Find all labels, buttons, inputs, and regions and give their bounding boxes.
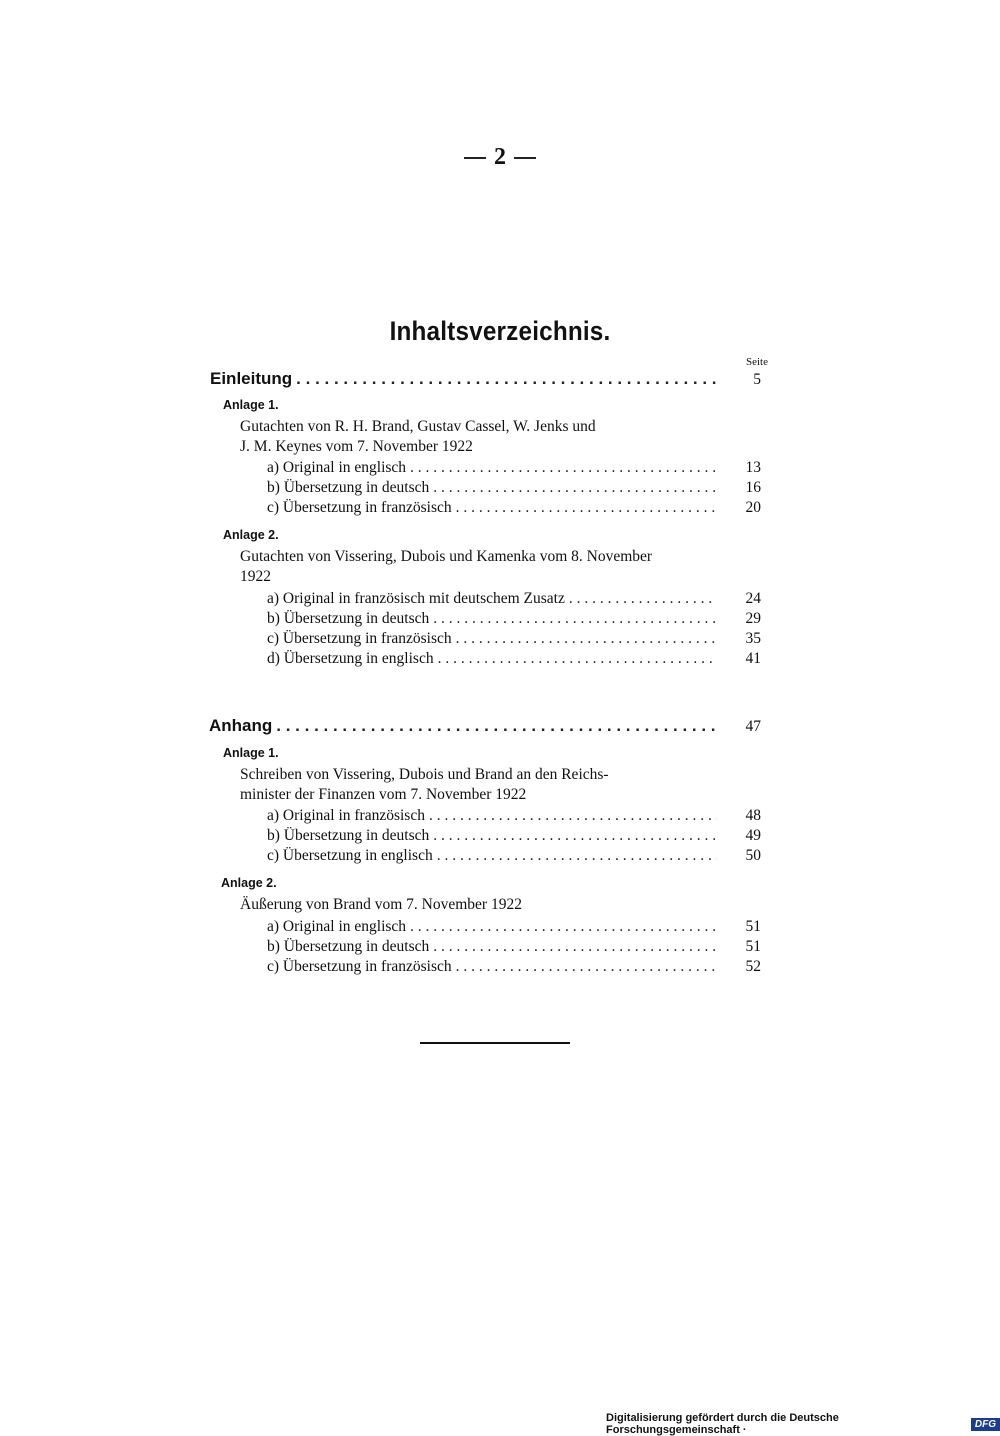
toc-entry-page: 24: [745, 590, 761, 607]
toc-entry-page: 47: [745, 718, 761, 735]
leader-dots: [438, 650, 717, 668]
toc-entry-label: b) Übersetzung in deutsch: [267, 827, 430, 844]
toc-entry-page: 51: [745, 938, 761, 955]
toc-entry[interactable]: [267, 610, 761, 628]
toc-entry-page: 20: [745, 499, 761, 516]
anlage-heading: Anlage 2.: [223, 528, 279, 542]
leader-dots: [456, 958, 717, 976]
leader-dots: [433, 479, 717, 497]
anlage-description: [240, 547, 724, 587]
toc-entry-page: 13: [745, 459, 761, 476]
toc-entry-page: 51: [745, 918, 761, 935]
toc-entry-page: 48: [745, 807, 761, 824]
toc-entry-label: b) Übersetzung in deutsch: [267, 610, 430, 627]
leader-dots: [429, 807, 717, 825]
anlage-description-line: J. M. Keynes vom 7. November 1922: [240, 438, 473, 455]
leader-dots: [569, 590, 717, 608]
page-title: Inhaltsverzeichnis.: [389, 316, 611, 346]
anlage-description-line: Gutachten von Vissering, Dubois und Kamenka vom 8. November: [240, 548, 653, 565]
toc-entry-label: d) Übersetzung in englisch: [267, 650, 434, 667]
leader-dots: [433, 827, 717, 845]
anlage-description-line: Äußerung von Brand vom 7. November 1922: [240, 896, 522, 913]
toc-entry-label: c) Übersetzung in französisch: [267, 499, 452, 516]
leader-dots: [276, 716, 717, 736]
leader-dots: [410, 459, 717, 477]
anlage-description-line: Gutachten von R. H. Brand, Gustav Cassel, W. Jenks und: [240, 418, 596, 435]
seite-label: Seite: [746, 356, 768, 368]
toc-entry-label: c) Übersetzung in englisch: [267, 847, 433, 864]
anlage-heading: Anlage 2.: [221, 876, 277, 890]
end-rule-divider: [420, 1042, 570, 1044]
toc-entry-label: Anhang: [209, 716, 273, 735]
leader-dots: [456, 630, 717, 648]
anlage-description: [240, 895, 724, 915]
leader-dots: [433, 610, 717, 628]
footer-credit-text: Digitalisierung gefördert durch die Deutsche Forschungsgemeinschaft ·: [606, 1412, 839, 1436]
toc-entry[interactable]: [267, 938, 761, 956]
toc-entry-page: 50: [745, 847, 761, 864]
toc-entry-page: 29: [745, 610, 761, 627]
toc-entry[interactable]: [267, 918, 761, 936]
anlage-heading: Anlage 1.: [223, 746, 279, 760]
anlage-heading: Anlage 1.: [223, 398, 279, 412]
toc-entry-page: 16: [745, 479, 761, 496]
toc-entry-page: 52: [745, 958, 761, 975]
toc-entry[interactable]: [267, 807, 761, 825]
leader-dots: [433, 938, 717, 956]
dfg-logo-icon: DFG: [971, 1418, 1000, 1431]
toc-entry[interactable]: [267, 499, 761, 517]
toc-entry[interactable]: [267, 650, 761, 668]
leader-dots: [456, 499, 717, 517]
toc-entry-label: a) Original in englisch: [267, 918, 407, 935]
leader-dots: [296, 369, 717, 389]
toc-entry[interactable]: [267, 459, 761, 477]
toc-entry-page: 41: [745, 650, 761, 667]
toc-entry[interactable]: [267, 479, 761, 497]
toc-entry-page: 5: [753, 371, 761, 388]
anlage-description-line: 1922: [240, 568, 271, 585]
toc-entry-label: c) Übersetzung in französisch: [267, 958, 452, 975]
leader-dots: [437, 847, 717, 865]
toc-entry[interactable]: [267, 630, 761, 648]
toc-entry[interactable]: [267, 827, 761, 845]
anlage-description-line: Schreiben von Vissering, Dubois und Brand an den Reichs-: [240, 766, 609, 783]
anlage-description: [240, 765, 724, 805]
toc-entry-label: a) Original in französisch mit deutschem Zusatz: [267, 590, 565, 607]
toc-entry-page: 49: [745, 827, 761, 844]
toc-entry[interactable]: [267, 958, 761, 976]
anlage-description-line: minister der Finanzen vom 7. November 1922: [240, 786, 527, 803]
toc-entry-label: Einleitung: [210, 369, 293, 388]
anlage-description: [240, 417, 724, 457]
toc-entry-label: c) Übersetzung in französisch: [267, 630, 452, 647]
toc-entry-einleitung[interactable]: [210, 369, 761, 389]
toc-entry[interactable]: [267, 590, 761, 608]
footer-credit: [606, 1412, 1000, 1436]
toc-entry-label: b) Übersetzung in deutsch: [267, 479, 430, 496]
page-number: [0, 144, 1000, 171]
toc-entry-label: a) Original in französisch: [267, 807, 425, 824]
leader-dots: [410, 918, 717, 936]
page-number-dash-right: [514, 157, 536, 159]
toc-entry[interactable]: [267, 847, 761, 865]
toc-entry-anhang[interactable]: [209, 716, 761, 736]
toc-entry-label: b) Übersetzung in deutsch: [267, 938, 430, 955]
toc-entry-label: a) Original in englisch: [267, 459, 407, 476]
page-number-value: 2: [494, 144, 506, 170]
page-number-dash-left: [464, 157, 486, 159]
toc-entry-page: 35: [745, 630, 761, 647]
